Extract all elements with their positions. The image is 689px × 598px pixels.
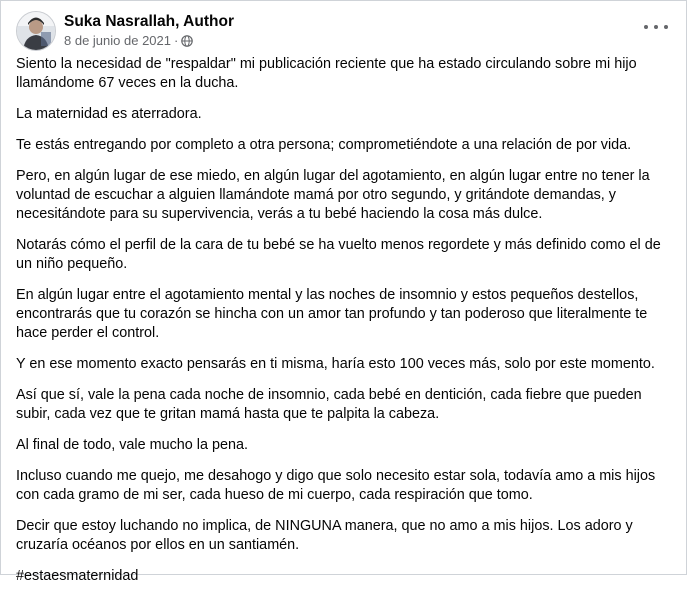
post-paragraph: Te estás entregando por completo a otra persona; comprometiéndote a una relación de por vida. (16, 137, 632, 153)
post-paragraph: Pero, en algún lugar de ese miedo, en algún lugar del agotamiento, en algún lugar entre no tener la voluntad de escuchar a alguien llamándote mamá por otro segundo, y gritándote demandas, y necesitándote para su supervivencia, verás a tu bebé haciendo la cosa más dulce. (16, 168, 650, 222)
post-paragraph: La maternidad es aterradora. (16, 106, 202, 122)
profile-photo-icon (17, 12, 55, 50)
post-header (16, 11, 234, 51)
post-paragraph: Al final de todo, vale mucho la pena. (16, 437, 248, 453)
avatar[interactable] (16, 11, 56, 51)
post-paragraph: Notarás cómo el perfil de la cara de tu bebé se ha vuelto menos regordete y más definido como el de un niño pequeño. (16, 237, 661, 272)
author-name[interactable]: Suka Nasrallah, Author (64, 13, 234, 30)
globe-icon[interactable] (181, 35, 193, 47)
separator-dot: · (173, 33, 179, 48)
post-body (16, 55, 674, 598)
post-subline (64, 32, 234, 50)
post-paragraph: Y en ese momento exacto pensarás en ti misma, haría esto 100 veces más, solo por este momento. (16, 356, 655, 372)
post-paragraph: En algún lugar entre el agotamiento mental y las noches de insomnio y estos pequeños destellos, encontrarás que tu corazón se hincha con un amor tan profundo y tan poderoso que literalmente te hace perder el control. (16, 287, 648, 341)
post-paragraph: Siento la necesidad de "respaldar" mi publicación reciente que ha estado circulando sobre mi hijo llamándome 67 veces en la ducha. (16, 56, 637, 91)
ellipsis-dot (654, 25, 658, 29)
post-meta (64, 12, 234, 50)
post-paragraph: Incluso cuando me quejo, me desahogo y digo que solo necesito estar sola, todavía amo a mis hijos con cada gramo de mi ser, cada hueso de mi cuerpo, cada respiración que tomo. (16, 468, 656, 503)
post-date[interactable]: 8 de junio de 2021 (64, 33, 171, 48)
hashtag-link[interactable]: #estaesmaternidad (16, 568, 139, 584)
post-paragraph: Decir que estoy luchando no implica, de NINGUNA manera, que no amo a mis hijos. Los adoro y cruzaría océanos por ellos en un santiamén. (16, 518, 633, 553)
ellipsis-dot (664, 25, 668, 29)
ellipsis-icon[interactable] (644, 21, 668, 33)
post-paragraph: Así que sí, vale la pena cada noche de insomnio, cada bebé en dentición, cada fiebre que pueden subir, cada vez que te gritan mamá hasta que te palpita la cabeza. (16, 387, 642, 422)
ellipsis-dot (644, 25, 648, 29)
